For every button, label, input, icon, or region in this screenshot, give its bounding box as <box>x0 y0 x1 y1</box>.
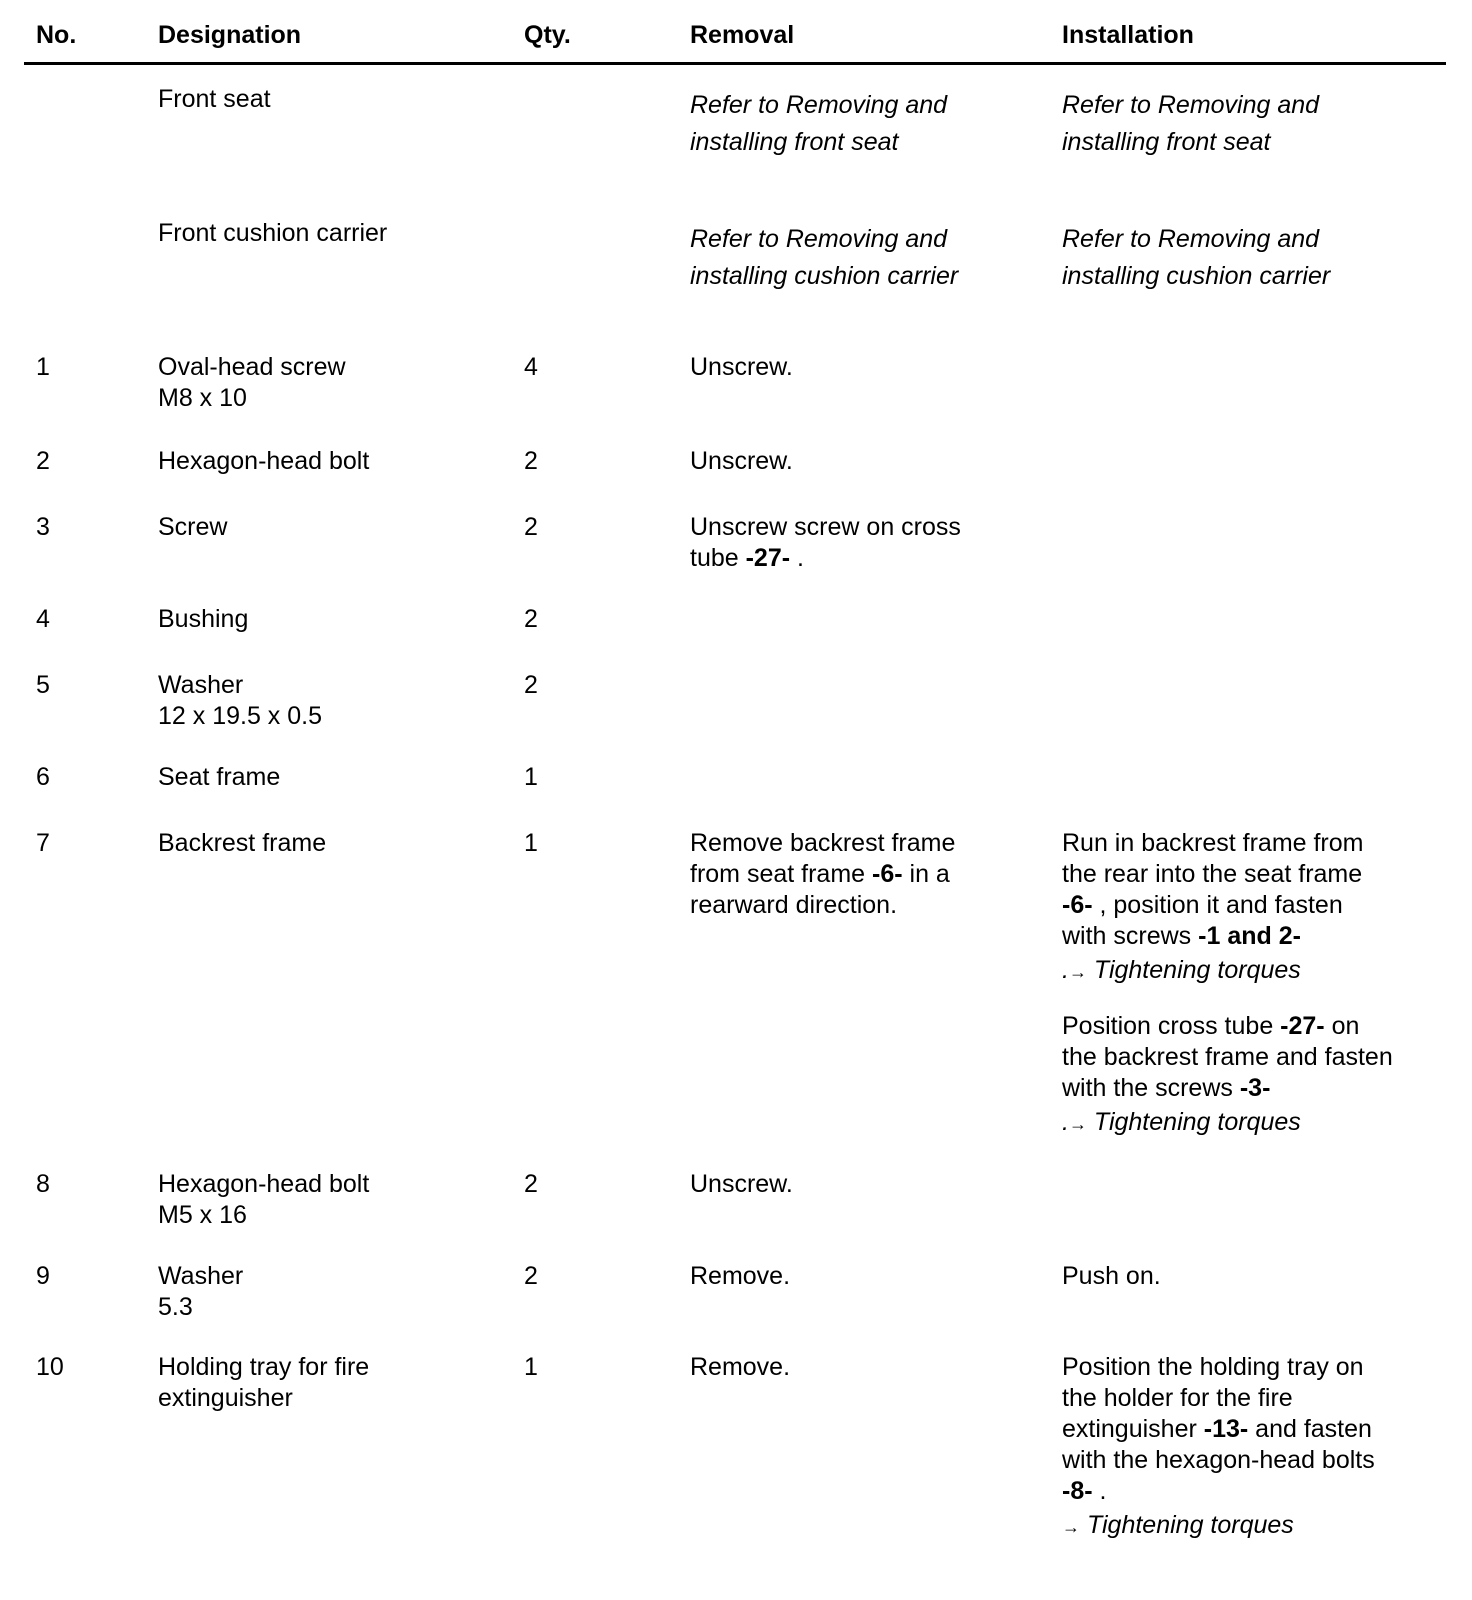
removal-text: tube <box>690 544 746 572</box>
installation-text: , position it and fasten <box>1092 891 1343 919</box>
header-installation: Installation <box>1062 21 1194 49</box>
removal-cell: Remove. <box>690 1353 791 1381</box>
installation-reference-link[interactable]: installing cushion carrier <box>1062 262 1331 290</box>
installation-cell <box>1062 1352 1452 1546</box>
quantity-cell: 1 <box>524 829 538 857</box>
designation-cell: Hexagon-head bolt <box>158 447 370 475</box>
item-number: 8 <box>36 1170 50 1198</box>
designation-cell <box>158 352 518 414</box>
link-text: Tightening torques <box>1080 1511 1294 1539</box>
quantity-cell: 2 <box>524 1262 538 1290</box>
designation-cell <box>158 1261 518 1323</box>
installation-cell <box>1062 87 1452 161</box>
link-text: Tightening torques <box>1086 956 1301 984</box>
item-number: 7 <box>36 829 50 857</box>
item-number: 2 <box>36 447 50 475</box>
removal-text: . <box>790 544 804 572</box>
item-number: 3 <box>36 513 50 541</box>
part-reference: -27- <box>1280 1012 1325 1040</box>
tightening-torques-link[interactable] <box>1062 1104 1452 1143</box>
item-number: 9 <box>36 1262 50 1290</box>
installation-text: with the screws <box>1062 1074 1240 1102</box>
removal-text: Unscrew screw on cross <box>690 513 961 541</box>
designation-spec: 5.3 <box>158 1293 193 1321</box>
installation-cell: Push on. <box>1062 1262 1161 1290</box>
header-divider <box>24 62 1446 65</box>
installation-reference-link[interactable]: Refer to Removing and <box>1062 91 1320 119</box>
quantity-cell: 1 <box>524 763 538 791</box>
header-qty: Qty. <box>524 21 571 49</box>
installation-text: . <box>1092 1477 1107 1505</box>
header-removal: Removal <box>690 21 795 49</box>
installation-text: Position cross tube <box>1062 1012 1281 1040</box>
installation-text: extinguisher <box>1062 1415 1204 1443</box>
tightening-torques-link[interactable] <box>1062 1507 1452 1546</box>
link-text: Tightening torques <box>1086 1108 1301 1136</box>
quantity-cell: 2 <box>524 447 538 475</box>
header-no: No. <box>36 21 77 49</box>
item-number: 10 <box>36 1353 64 1381</box>
removal-text: Remove backrest frame <box>690 829 956 857</box>
quantity-cell: 1 <box>524 1353 538 1381</box>
removal-reference-link[interactable]: installing front seat <box>690 128 899 156</box>
installation-text: the rear into the seat frame <box>1062 860 1363 888</box>
installation-text: with the hexagon-head bolts <box>1062 1446 1375 1474</box>
header-designation: Designation <box>158 21 302 49</box>
designation-spec: 12 x 19.5 x 0.5 <box>158 702 323 730</box>
installation-cell <box>1062 221 1452 295</box>
item-number: 1 <box>36 353 50 381</box>
designation-cell: Front cushion carrier <box>158 219 388 247</box>
designation-text: extinguisher <box>158 1384 293 1412</box>
removal-reference-link[interactable]: installing cushion carrier <box>690 262 959 290</box>
installation-text: with screws <box>1062 922 1199 950</box>
designation-cell <box>158 670 518 732</box>
quantity-cell: 4 <box>524 353 538 381</box>
designation-text: Holding tray for fire <box>158 1353 370 1381</box>
part-reference: -13- <box>1203 1415 1249 1443</box>
designation-text: Oval-head screw <box>158 353 346 381</box>
designation-text: Hexagon-head bolt <box>158 1170 370 1198</box>
tightening-torques-link[interactable] <box>1062 952 1452 991</box>
installation-text: the holder for the fire <box>1062 1384 1293 1412</box>
installation-reference-link[interactable]: installing front seat <box>1062 128 1271 156</box>
designation-cell <box>158 1169 518 1231</box>
removal-cell: Unscrew. <box>690 1170 793 1198</box>
part-reference: -8- <box>1062 1477 1093 1505</box>
designation-cell: Backrest frame <box>158 829 327 857</box>
installation-text: and fasten <box>1248 1415 1372 1443</box>
removal-cell: Unscrew. <box>690 353 793 381</box>
removal-text: in a <box>902 860 950 888</box>
quantity-cell: 2 <box>524 513 538 541</box>
item-number: 5 <box>36 671 50 699</box>
installation-paragraph <box>1062 828 1452 991</box>
designation-text: Washer <box>158 671 244 699</box>
removal-cell: Unscrew. <box>690 447 793 475</box>
designation-cell: Front seat <box>158 85 271 113</box>
installation-text: . <box>1062 956 1069 984</box>
removal-cell: Remove. <box>690 1262 791 1290</box>
removal-cell <box>690 828 1030 921</box>
installation-text: on <box>1324 1012 1360 1040</box>
item-number: 4 <box>36 605 50 633</box>
part-reference: -27- <box>745 544 791 572</box>
part-reference: -6- <box>1062 891 1093 919</box>
designation-cell: Seat frame <box>158 763 281 791</box>
part-reference: -6- <box>872 860 903 888</box>
designation-cell: Bushing <box>158 605 249 633</box>
quantity-cell: 2 <box>524 671 538 699</box>
removal-cell <box>690 221 1030 295</box>
installation-cell <box>1062 828 1452 1143</box>
designation-spec: M8 x 10 <box>158 384 247 412</box>
arrow-right-icon: → <box>1062 1517 1080 1537</box>
installation-paragraph <box>1062 1011 1452 1143</box>
installation-text: . <box>1062 1108 1069 1136</box>
installation-reference-link[interactable]: Refer to Removing and <box>1062 225 1320 253</box>
removal-cell <box>690 512 1030 574</box>
removal-text: from seat frame <box>690 860 872 888</box>
part-reference: -3- <box>1239 1074 1271 1102</box>
removal-reference-link[interactable]: Refer to Removing and <box>690 225 948 253</box>
designation-cell: Screw <box>158 513 228 541</box>
installation-text: the backrest frame and fasten <box>1062 1043 1393 1071</box>
designation-spec: M5 x 16 <box>158 1201 247 1229</box>
quantity-cell: 2 <box>524 605 538 633</box>
removal-reference-link[interactable]: Refer to Removing and <box>690 91 948 119</box>
installation-text: Position the holding tray on <box>1062 1353 1364 1381</box>
part-reference: -1 and 2- <box>1198 922 1301 950</box>
removal-text: rearward direction. <box>690 891 898 919</box>
removal-cell <box>690 87 1030 161</box>
arrow-right-icon: → <box>1068 1114 1087 1134</box>
arrow-right-icon: → <box>1068 962 1087 982</box>
item-number: 6 <box>36 763 50 791</box>
installation-text: Run in backrest frame from <box>1062 829 1364 857</box>
quantity-cell: 2 <box>524 1170 538 1198</box>
designation-text: Washer <box>158 1262 244 1290</box>
designation-cell <box>158 1352 518 1414</box>
